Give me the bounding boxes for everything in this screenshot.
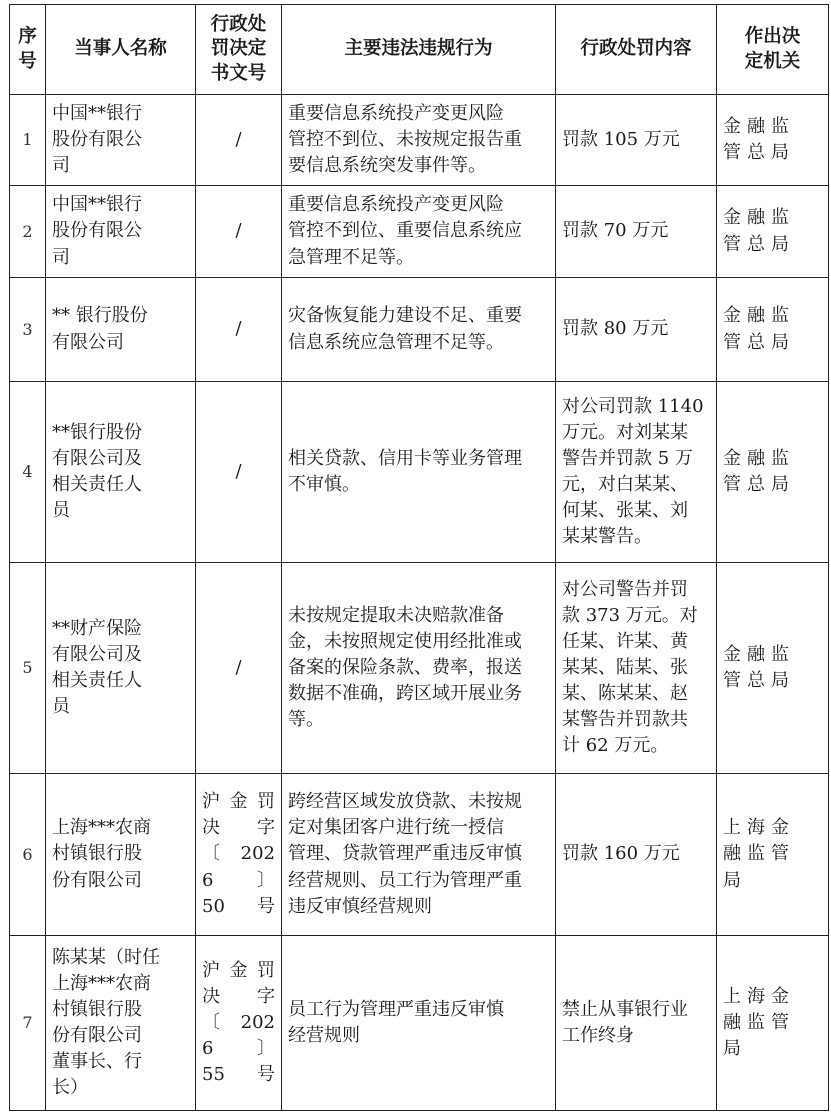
authority-name: 上海金 融监管 局 xyxy=(717,936,829,1111)
violation-text: 未按规定提取未决赔款准备 金，未按照规定使用经批准或 备案的保险条款、费率，报送 数据不准确，跨区域开展业务 等。 xyxy=(282,563,556,774)
decision-doc-number: / xyxy=(196,382,282,563)
authority-name: 上海金 融监管 局 xyxy=(717,774,829,936)
header-authority: 作出决 定机关 xyxy=(717,5,829,95)
header-doc-no: 行政处 罚决定 书文号 xyxy=(196,5,282,95)
penalty-text: 对公司罚款 1140 万元。对刘某某 警告并罚款 5 万 元，对白某某、 何某、张某、刘 某某警告。 xyxy=(556,382,717,563)
table-row xyxy=(10,95,829,186)
party-name: 上海***农商 村镇银行股 份有限公司 xyxy=(46,774,196,936)
header-row xyxy=(10,5,829,95)
decision-doc-number: / xyxy=(196,95,282,186)
violation-text: 员工行为管理严重违反审慎 经营规则 xyxy=(282,936,556,1111)
decision-doc-number: / xyxy=(196,186,282,278)
header-no: 序 号 xyxy=(10,5,46,95)
authority-name: 金融监 管总局 xyxy=(717,563,829,774)
penalty-text: 罚款 160 万元 xyxy=(556,774,717,936)
authority-name: 金融监 管总局 xyxy=(717,278,829,382)
penalty-text: 罚款 80 万元 xyxy=(556,278,717,382)
header-violation: 主要违法违规行为 xyxy=(282,5,556,95)
authority-name: 金融监 管总局 xyxy=(717,186,829,278)
row-number: 3 xyxy=(10,278,46,382)
penalty-text: 对公司警告并罚 款 373 万元。对 任某、许某、黄 某某、陆某、张 某、陈某某、赵 某警告并罚款共 计 62 万元。 xyxy=(556,563,717,774)
table-row xyxy=(10,186,829,278)
decision-doc-number: / xyxy=(196,563,282,774)
decision-doc-number: / xyxy=(196,278,282,382)
table-row xyxy=(10,278,829,382)
violation-text: 跨经营区域发放贷款、未按规 定对集团客户进行统一授信 管理、贷款管理严重违反审慎 经营规则、员工行为管理严重 违反审慎经营规则 xyxy=(282,774,556,936)
row-number: 7 xyxy=(10,936,46,1111)
decision-doc-number: 沪金罚 决字 〔2026〕 50 号 xyxy=(196,774,282,936)
violation-text: 重要信息系统投产变更风险 管控不到位、重要信息系统应 急管理不足等。 xyxy=(282,186,556,278)
header-party: 当事人名称 xyxy=(46,5,196,95)
header-penalty: 行政处罚内容 xyxy=(556,5,717,95)
penalty-table xyxy=(9,4,829,1111)
table-row xyxy=(10,382,829,563)
party-name: ** 银行股份 有限公司 xyxy=(46,278,196,382)
table-row xyxy=(10,774,829,936)
party-name: 中国**银行 股份有限公 司 xyxy=(46,95,196,186)
penalty-text: 罚款 70 万元 xyxy=(556,186,717,278)
party-name: **银行股份 有限公司及 相关责任人 员 xyxy=(46,382,196,563)
party-name: **财产保险 有限公司及 相关责任人 员 xyxy=(46,563,196,774)
row-number: 5 xyxy=(10,563,46,774)
row-number: 2 xyxy=(10,186,46,278)
table-row xyxy=(10,936,829,1111)
row-number: 4 xyxy=(10,382,46,563)
authority-name: 金融监 管总局 xyxy=(717,95,829,186)
violation-text: 相关贷款、信用卡等业务管理 不审慎。 xyxy=(282,382,556,563)
party-name: 中国**银行 股份有限公 司 xyxy=(46,186,196,278)
row-number: 6 xyxy=(10,774,46,936)
table-row xyxy=(10,563,829,774)
violation-text: 重要信息系统投产变更风险 管控不到位、未按规定报告重 要信息系统突发事件等。 xyxy=(282,95,556,186)
decision-doc-number: 沪金罚 决字 〔2026〕 55 号 xyxy=(196,936,282,1111)
party-name: 陈某某（时任 上海***农商 村镇银行股 份有限公司 董事长、行 长） xyxy=(46,936,196,1111)
penalty-text: 罚款 105 万元 xyxy=(556,95,717,186)
authority-name: 金融监 管总局 xyxy=(717,382,829,563)
penalty-text: 禁止从事银行业 工作终身 xyxy=(556,936,717,1111)
violation-text: 灾备恢复能力建设不足、重要 信息系统应急管理不足等。 xyxy=(282,278,556,382)
row-number: 1 xyxy=(10,95,46,186)
